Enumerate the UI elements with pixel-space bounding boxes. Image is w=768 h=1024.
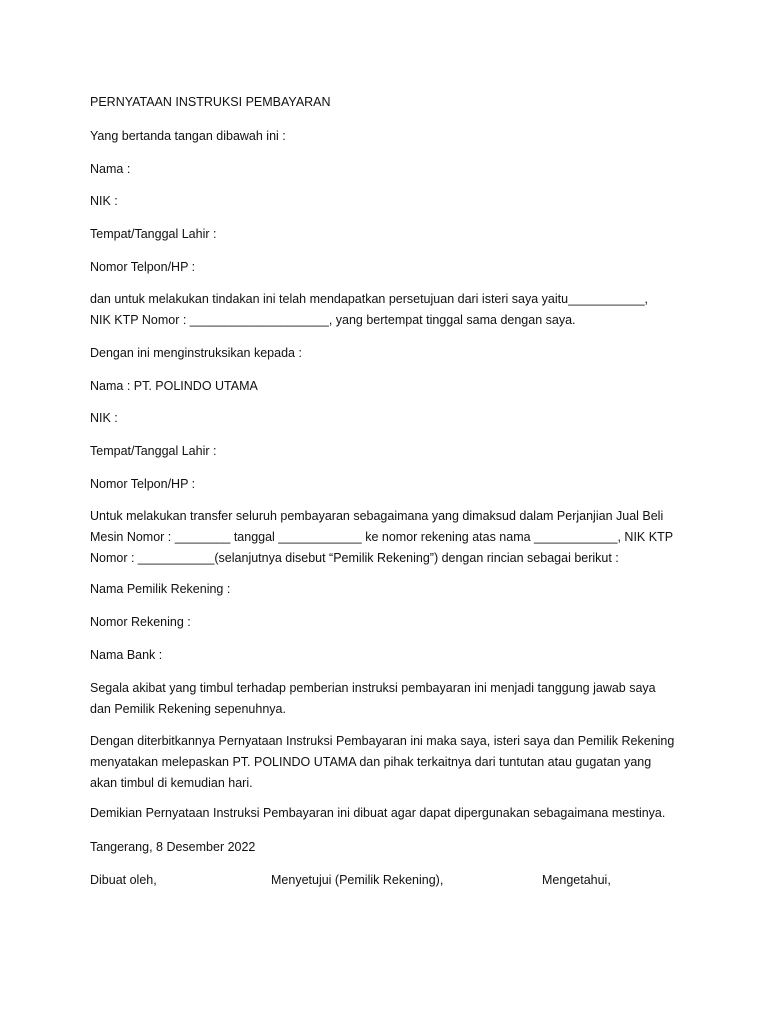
recipient-nik-field: NIK : — [90, 411, 118, 425]
liability-line: dan Pemilik Rekening sepenuhnya. — [90, 702, 286, 716]
signer-birth-field: Tempat/Tanggal Lahir : — [90, 227, 217, 241]
release-line: Dengan diterbitkannya Pernyataan Instruksi Pembayaran ini maka saya, isteri saya dan Pemilik Rekening — [90, 734, 675, 748]
release-line: menyatakan melepaskan PT. POLINDO UTAMA dan pihak terkaitnya dari tuntutan atau gugatan yang — [90, 755, 652, 769]
transfer-line: Untuk melakukan transfer seluruh pembayaran sebagaimana yang dimaksud dalam Perjanjian Jual Beli — [90, 509, 664, 523]
consent-paragraph — [90, 289, 690, 331]
signature-acknowledged-by: Mengetahui, — [542, 873, 611, 887]
recipient-name-field: Nama : PT. POLINDO UTAMA — [90, 379, 258, 393]
intro-text: Yang bertanda tangan dibawah ini : — [90, 129, 286, 143]
signer-name-field: Nama : — [90, 162, 131, 176]
consent-line: NIK KTP Nomor : ____________________, yang bertempat tinggal sama dengan saya. — [90, 313, 576, 327]
liability-paragraph — [90, 678, 690, 720]
transfer-line: Mesin Nomor : ________ tanggal ____________ ke nomor rekening atas nama ____________, NIK KTP — [90, 530, 674, 544]
transfer-paragraph — [90, 506, 690, 569]
release-line: akan timbul di kemudian hari. — [90, 776, 253, 790]
bank-name-field: Nama Bank : — [90, 648, 163, 662]
account-number-field: Nomor Rekening : — [90, 615, 191, 629]
closing-text: Demikian Pernyataan Instruksi Pembayaran ini dibuat agar dapat dipergunakan sebagaimana mestinya. — [90, 806, 666, 820]
instruct-text: Dengan ini menginstruksikan kepada : — [90, 346, 302, 360]
signature-approved-by: Menyetujui (Pemilik Rekening), — [271, 873, 444, 887]
document-title: PERNYATAAN INSTRUKSI PEMBAYARAN — [90, 95, 331, 109]
signer-nik-field: NIK : — [90, 194, 118, 208]
recipient-phone-field: Nomor Telpon/HP : — [90, 477, 196, 491]
signature-made-by: Dibuat oleh, — [90, 873, 157, 887]
account-name-field: Nama Pemilik Rekening : — [90, 582, 231, 596]
transfer-line: Nomor : ___________(selanjutnya disebut “Pemilik Rekening”) dengan rincian sebagai berikut : — [90, 551, 619, 565]
signer-phone-field: Nomor Telpon/HP : — [90, 260, 196, 274]
liability-line: Segala akibat yang timbul terhadap pemberian instruksi pembayaran ini menjadi tanggung jawab saya — [90, 681, 656, 695]
release-paragraph — [90, 731, 690, 794]
recipient-birth-field: Tempat/Tanggal Lahir : — [90, 444, 217, 458]
place-date: Tangerang, 8 Desember 2022 — [90, 840, 256, 854]
consent-line: dan untuk melakukan tindakan ini telah mendapatkan persetujuan dari isteri saya yaitu___________, — [90, 292, 649, 306]
